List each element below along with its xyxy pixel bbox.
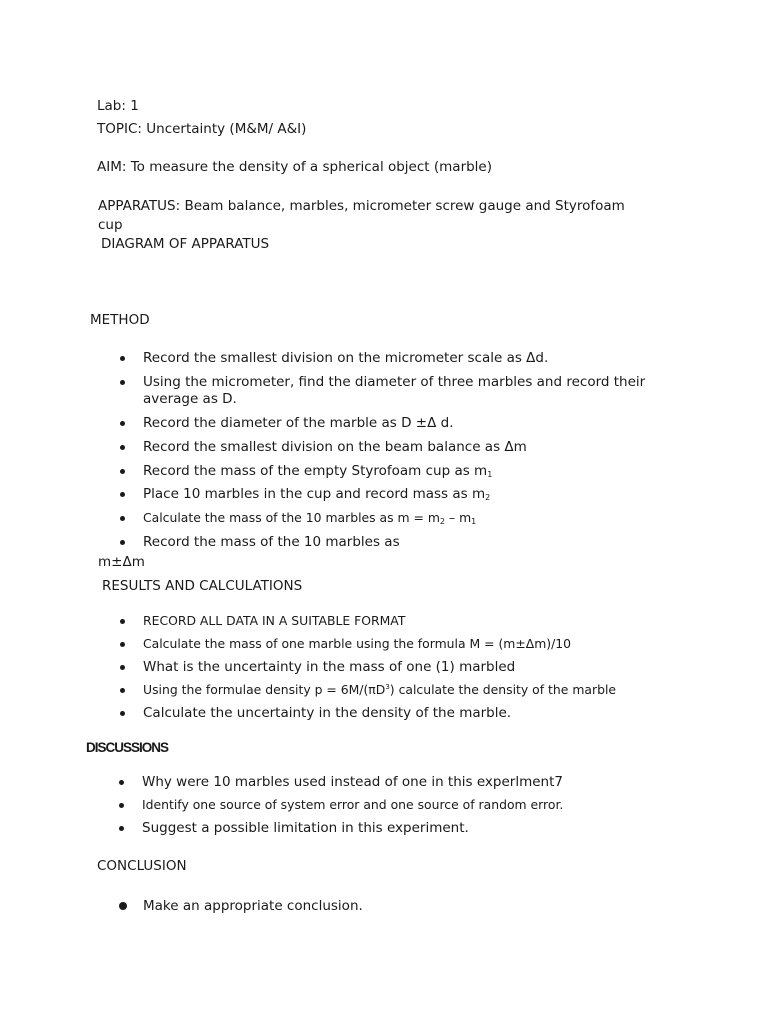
method-heading: METHOD xyxy=(90,312,150,328)
lab-number: Lab: 1 xyxy=(97,98,139,114)
apparatus-line-continued: cup xyxy=(98,217,123,233)
bullet-icon xyxy=(119,902,127,910)
discussions-heading: DISCUSSIONS xyxy=(86,740,169,755)
list-item: RECORD ALL DATA IN A SUITABLE FORMAT xyxy=(143,613,683,636)
apparatus-line: APPARATUS: Beam balance, marbles, micrometer screw gauge and Styrofoam xyxy=(98,198,625,214)
bullet-icon xyxy=(120,356,125,361)
bullet-icon xyxy=(120,492,125,497)
method-item-continuation: m±Δm xyxy=(98,554,145,570)
bullet-icon xyxy=(120,688,125,693)
list-item: Record the diameter of the marble as D ±Δ d. xyxy=(143,415,683,439)
method-list xyxy=(143,350,683,554)
list-item: Record the smallest division on the micrometer scale as Δd. xyxy=(143,350,683,374)
list-item: Record the mass of the 10 marbles as xyxy=(143,534,683,554)
bullet-icon xyxy=(119,803,124,808)
list-item: Make an appropriate conclusion. xyxy=(143,898,683,921)
bullet-icon xyxy=(119,826,124,831)
list-item: Using the micrometer, find the diameter of three marbles and record their average as D. xyxy=(143,374,683,415)
bullet-icon xyxy=(120,540,125,545)
bullet-icon xyxy=(120,516,125,521)
list-item: Place 10 marbles in the cup and record mass as $m_2$ xyxy=(143,486,683,510)
bullet-icon xyxy=(119,780,124,785)
bullet-icon xyxy=(120,665,125,670)
bullet-icon xyxy=(120,711,125,716)
list-item: Calculate the uncertainty in the density of the marble. xyxy=(143,705,683,728)
conclusion-list xyxy=(143,898,683,921)
list-item: What is the uncertainty in the mass of one (1) marbled xyxy=(143,659,683,682)
conclusion-heading: CONCLUSION xyxy=(97,858,187,874)
bullet-icon xyxy=(120,421,125,426)
list-item: Why were 10 marbles used instead of one in this experlment7 xyxy=(142,774,682,797)
list-item: Using the formulae density $p = 6M/(\pi D^3)$ calculate the density of the marble xyxy=(143,682,683,705)
aim-line: AIM: To measure the density of a spherical object (marble) xyxy=(97,159,493,175)
diagram-heading: DIAGRAM OF APPARATUS xyxy=(101,236,270,252)
bullet-icon xyxy=(120,619,125,624)
topic-line: TOPIC: Uncertainty (M&M/ A&I) xyxy=(97,121,307,137)
bullet-icon xyxy=(120,469,125,474)
list-item: Identify one source of system error and one source of random error. xyxy=(142,797,682,820)
discussions-list xyxy=(142,774,682,843)
results-list xyxy=(143,613,683,728)
list-item: Record the smallest division on the beam balance as Δm xyxy=(143,439,683,463)
bullet-icon xyxy=(120,642,125,647)
list-item: Calculate the mass of the 10 marbles as $m = m_2 - m_1$ xyxy=(143,510,683,534)
bullet-icon xyxy=(120,445,125,450)
list-item: Calculate the mass of one marble using the formula M = (m±Δm)/10 xyxy=(143,636,683,659)
results-heading: RESULTS AND CALCULATIONS xyxy=(102,578,303,594)
list-item: Suggest a possible limitation in this experiment. xyxy=(142,820,682,843)
list-item: Record the mass of the empty Styrofoam cup as $m_1$ xyxy=(143,463,683,486)
bullet-icon xyxy=(120,380,125,385)
